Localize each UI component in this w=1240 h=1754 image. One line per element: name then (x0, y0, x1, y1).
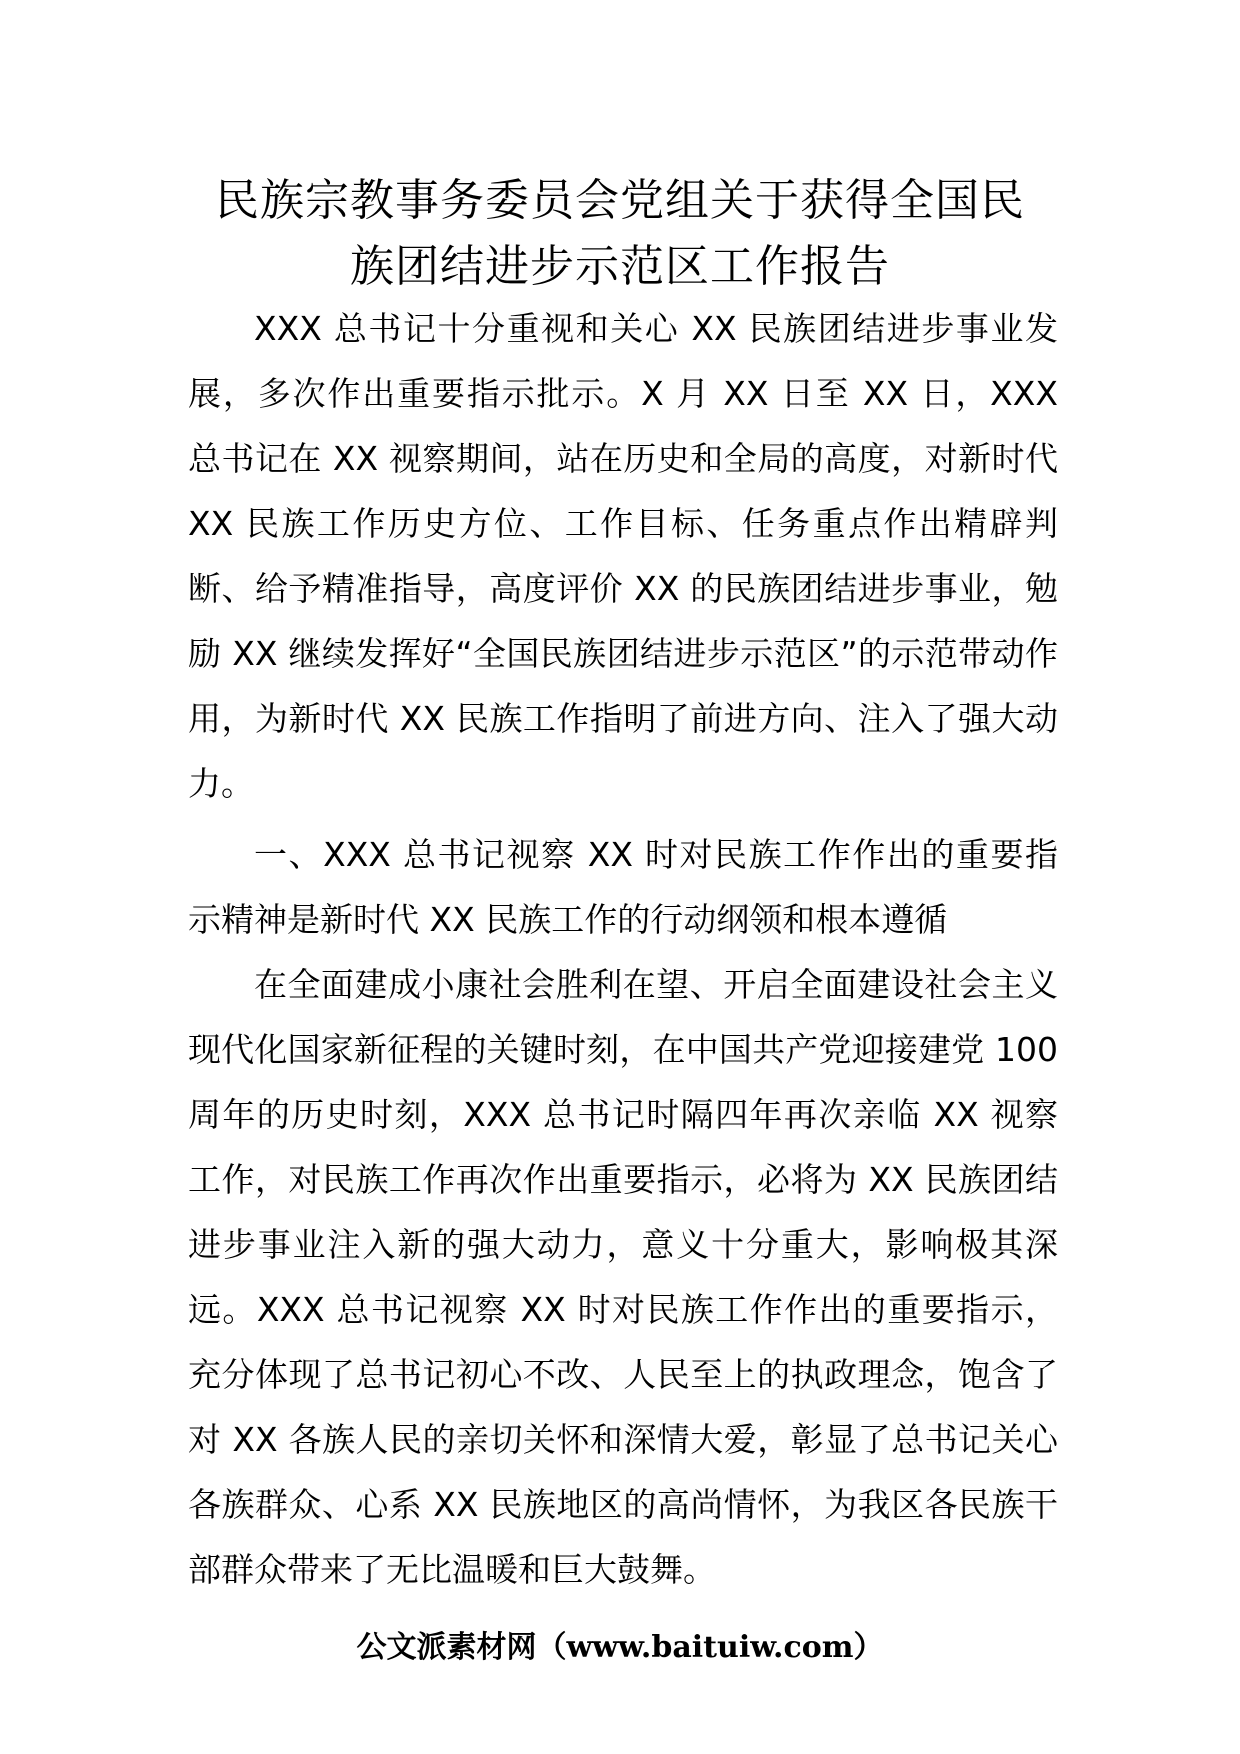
title-line-1: 民族宗教事务委员会党组关于获得全国民 (215, 175, 1025, 226)
paragraph-section-1: 在全面建成小康社会胜利在望、开启全面建设社会主义现代化国家新征程的关键时刻，在中国共产党迎接建党 100 周年的历史时刻，XXX 总书记时隔四年再次亲临 XX 视察工作，对民族工作再次作出重要指示，必将为 XX 民族团结进步事业注入新的强大动力，意义十分重大，影响极其深远。XXX 总书记视察 XX 时对民族工作作出的重要指示，充分体现了总书记初心不改、人民至上的执政理念，饱含了对 XX 各族人民的亲切关怀和深情大爱，彰显了总书记关心各族群众、心系 XX 民族地区的高尚情怀，为我区各民族干部群众带来了无比温暖和巨大鼓舞。 (188, 965, 1058, 1589)
document-body (188, 296, 1058, 1602)
section-heading-1: 一、XXX 总书记视察 XX 时对民族工作作出的重要指示精神是新时代 XX 民族工作的行动纲领和根本遵循 (188, 835, 1058, 939)
document-title (160, 168, 1080, 300)
title-line-2: 族团结进步示范区工作报告 (350, 241, 890, 292)
paragraph-intro: XXX 总书记十分重视和关心 XX 民族团结进步事业发展，多次作出重要指示批示。X 月 XX 日至 XX 日，XXX 总书记在 XX 视察期间，站在历史和全局的高度，对新时代 XX 民族工作历史方位、工作目标、任务重点作出精辟判断、给予精准指导，高度评价 XX 的民族团结进步事业，勉励 XX 继续发挥好“全国民族团结进步示范区”的示范带动作用，为新时代 XX 民族工作指明了前进方向、注入了强大动力。 (188, 309, 1058, 803)
footer-source: 公文派素材网（www.baituiw.com） (356, 1630, 884, 1665)
